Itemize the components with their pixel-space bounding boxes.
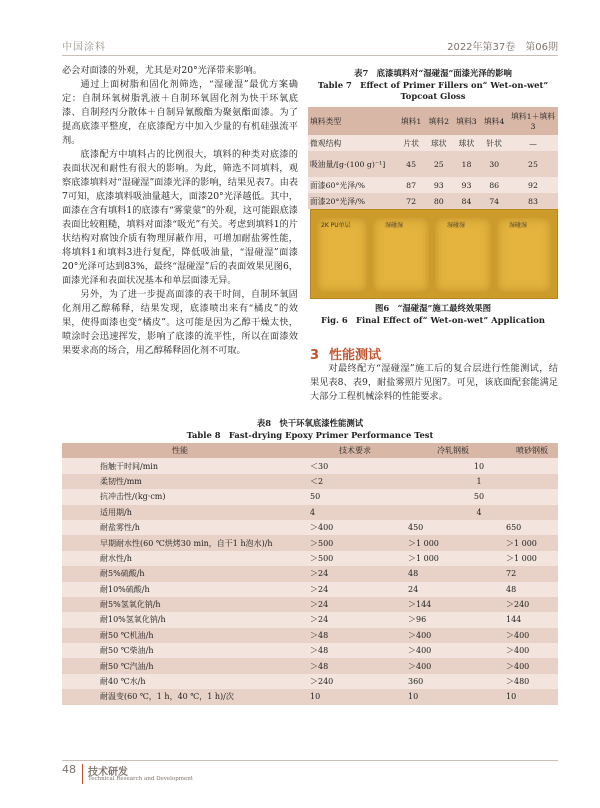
table-cell: 耐水性/h — [62, 551, 298, 566]
table-header-cell: 冷轧钢板 — [400, 443, 498, 458]
table-cell: 耐10%氢氧化钠/h — [62, 612, 298, 627]
footer-divider — [62, 760, 558, 761]
table-cell: 耐40 ℃水/h — [62, 674, 298, 689]
table-cell: 48 — [400, 566, 498, 581]
table-cell: 25 — [508, 151, 558, 177]
table-cell: ＞240 — [298, 674, 400, 689]
panel-label: 湿碰湿 — [509, 222, 528, 229]
table-cell: 24 — [400, 582, 498, 597]
table-cell: ＞48 — [298, 628, 400, 643]
table-cell: 72 — [498, 566, 558, 581]
table-header-cell: 性能 — [62, 443, 298, 458]
table-cell: 耐盐雾性/h — [62, 520, 298, 535]
table-cell: 72 — [397, 193, 425, 209]
table-cell: 18 — [453, 151, 481, 177]
table7 — [308, 107, 558, 209]
table-row — [62, 489, 558, 504]
table-cell: ＞400 — [400, 643, 498, 658]
table7-caption-cn: 表7 底漆填料对“湿碰湿”面漆光泽的影响 — [354, 68, 512, 78]
table-cell: ＞400 — [298, 520, 400, 535]
table-header-cell: 喷砂钢板 — [498, 443, 558, 458]
table-cell: ＜2 — [298, 474, 400, 489]
table-cell: 适用期/h — [62, 505, 298, 520]
table-cell: ＞48 — [298, 643, 400, 658]
table-cell: 4 — [400, 505, 558, 520]
table-cell: 耐10%硫酸/h — [62, 582, 298, 597]
section3-paragraph: 对最终配方“湿碰湿”施工后的复合层进行性能测试，结果见表8、表9，耐盐雾照片见图7。可见，该底面配套能满足大部分工程机械涂料的性能要求。 — [310, 363, 558, 402]
table-cell: ＞48 — [298, 658, 400, 673]
table-row — [308, 151, 558, 177]
footer-accent-bar — [82, 764, 83, 784]
table-cell: 93 — [453, 177, 481, 193]
table-cell: ＞400 — [400, 628, 498, 643]
page-number: 48 — [62, 763, 76, 776]
table-header-cell: 填料3 — [453, 107, 481, 135]
table-cell: 吸油量/[g·(100 g)⁻¹] — [308, 151, 397, 177]
table-cell: 50 — [298, 489, 400, 504]
table-cell: 10 — [298, 689, 400, 704]
table-cell: 柔韧性/mm — [62, 474, 298, 489]
table-row — [62, 551, 558, 566]
table-cell: ＞1 000 — [498, 535, 558, 550]
table-row — [62, 643, 558, 658]
table-row — [62, 628, 558, 643]
table-cell: 84 — [453, 193, 481, 209]
table-cell: 360 — [400, 674, 498, 689]
table-cell: 针状 — [480, 135, 508, 151]
table-cell: 87 — [397, 177, 425, 193]
table-cell: 耐5%氢氧化钠/h — [62, 597, 298, 612]
sample-panel — [435, 218, 491, 292]
table-cell: 片状 — [397, 135, 425, 151]
section-number: 3 — [310, 348, 320, 363]
table-row — [62, 582, 558, 597]
table-cell: 93 — [425, 177, 453, 193]
table-header-cell: 填料2 — [425, 107, 453, 135]
footer-section-en: Technical Research and Development — [88, 776, 193, 782]
table-row — [62, 474, 558, 489]
left-text-column — [62, 64, 298, 358]
sample-panel — [497, 218, 551, 292]
table-cell: ＞400 — [498, 643, 558, 658]
table-row — [62, 458, 558, 473]
table-cell: 球状 — [425, 135, 453, 151]
table-cell: ＞1 000 — [400, 535, 498, 550]
table-cell: 50 — [400, 489, 558, 504]
paragraph: 必会对面漆的外观，尤其是对20°光泽带来影响。 — [62, 65, 263, 76]
table-cell: ＞1 000 — [498, 551, 558, 566]
figure6-photo — [310, 209, 558, 299]
table-cell: 10 — [498, 689, 558, 704]
paragraph: 另外，为了进一步提高面漆的表干时间，自制环氧固化剂用乙醇稀释，结果发现，底漆喷出来有“橘皮”的效果，使得面漆也变“橘皮”。这可能是因为乙醇干燥太快，喷涂时会迅速挥发，影响了底漆的流平性，所以在面漆效果要求高的场合，用乙醇稀释固化剂不可取。 — [62, 289, 298, 356]
paragraph: 通过上面树脂和固化剂筛选，“湿碰湿”最优方案确定：自制环氧树脂乳液＋自制环氧固化剂为快干环氧底漆、自制羟丙分散体＋自制异氰酸酯为聚氨酯面漆。为了提高底漆平整度，在底漆配方中加入少量的有机硅强流平剂。 — [62, 79, 298, 146]
table-row — [308, 177, 558, 193]
table-cell: 耐50 ℃柴油/h — [62, 643, 298, 658]
table-cell: 45 — [397, 151, 425, 177]
table-cell: ＜30 — [298, 458, 400, 473]
table-cell: ＞400 — [400, 658, 498, 673]
table-cell: 25 — [425, 151, 453, 177]
table-cell: 4 — [298, 505, 400, 520]
table8-caption-cn: 表8 快干环氧底漆性能测试 — [256, 418, 364, 428]
table-cell: 86 — [480, 177, 508, 193]
table-cell: 早期耐水性(60 ℃烘烤30 min，自干1 h泡水)/h — [62, 535, 298, 550]
table8 — [62, 443, 558, 705]
table-cell: 耐50 ℃汽油/h — [62, 658, 298, 673]
table-row — [62, 612, 558, 627]
table-cell: 650 — [498, 520, 558, 535]
table-row — [62, 689, 558, 704]
table-cell: 10 — [400, 458, 558, 473]
section-heading — [310, 344, 391, 363]
table-cell: 450 — [400, 520, 498, 535]
journal-name: 中国涂料 — [62, 42, 106, 53]
table-cell: ＞400 — [498, 658, 558, 673]
table-cell: ＞24 — [298, 597, 400, 612]
table-header-cell: 填料1 — [397, 107, 425, 135]
section-title: 性能测试 — [329, 348, 382, 363]
table-cell: 10 — [400, 689, 498, 704]
table-header-cell: 技术要求 — [298, 443, 400, 458]
table-cell: 指触干时间/min — [62, 458, 298, 473]
table-header-row — [62, 443, 558, 458]
table-row — [62, 520, 558, 535]
issue-info: 2022年第37卷 第06期 — [447, 42, 558, 53]
table-cell: 耐温变(60 ℃，1 h，40 ℃，1 h)/次 — [62, 689, 298, 704]
table-cell: ＞400 — [498, 628, 558, 643]
panel-label: 2K PU单层 — [321, 222, 351, 229]
panel-label: 湿碰湿 — [447, 222, 466, 229]
table-cell: 耐5%硫酸/h — [62, 566, 298, 581]
table-cell: ＞480 — [498, 674, 558, 689]
paragraph: 底漆配方中填料占的比例很大，填料的种类对底漆的表面状况和耐性有很大的影响。为此，筛选不同填料，观察底漆填料对“湿碰湿”面漆光泽的影响，结果见表7。由表7可知，底漆填料吸油量越大，面漆20°光泽越低。其中，面漆在含有填料1的底漆有“雾蒙蒙”的外观，这可能跟底漆表面比较粗糙，填料对面漆“吸光”有关。考虑到填料1的片状结构对腐蚀介质有物理屏蔽作用，可增加耐盐雾性能，将填料1和填料3进行复配，降低吸油量，“湿碰湿”面漆20°光泽可达到83%，最终“湿碰湿”后的表面效果见图6，面漆光泽和表面状况基本和单层面漆无异。 — [62, 149, 298, 286]
table-cell: 微观结构 — [308, 135, 397, 151]
table-row — [62, 566, 558, 581]
table-cell: ＞24 — [298, 566, 400, 581]
table-cell: 74 — [480, 193, 508, 209]
table-cell: — — [508, 135, 558, 151]
table-header-row — [308, 107, 558, 135]
panel-label: 湿碰湿 — [385, 222, 404, 229]
table-row — [308, 135, 558, 151]
table-cell: ＞1 000 — [400, 551, 498, 566]
sample-panel — [373, 218, 429, 292]
table-header-cell: 填料4 — [480, 107, 508, 135]
table-cell: ＞500 — [298, 551, 400, 566]
table-row — [62, 658, 558, 673]
table-header-cell: 填料类型 — [308, 107, 397, 135]
table-row — [308, 193, 558, 209]
table-cell: 30 — [480, 151, 508, 177]
table-cell: 球状 — [453, 135, 481, 151]
table-cell: 1 — [400, 474, 558, 489]
table-cell: 面漆60°光泽/% — [308, 177, 397, 193]
table-cell: 92 — [508, 177, 558, 193]
sample-panel — [317, 218, 367, 292]
table-cell: ＞24 — [298, 612, 400, 627]
header-divider — [62, 55, 558, 56]
table-cell: 83 — [508, 193, 558, 209]
table-row — [62, 597, 558, 612]
table-cell: ＞96 — [400, 612, 498, 627]
footer-section-cn: 技术研发 — [88, 767, 128, 778]
table8-caption-en: Table 8 Fast-drying Epoxy Primer Performance Test — [186, 430, 434, 440]
table-header-cell: 填料1＋填料3 — [508, 107, 558, 135]
table-cell: 144 — [498, 612, 558, 627]
table-cell: ＞240 — [498, 597, 558, 612]
table-cell: 48 — [498, 582, 558, 597]
table-row — [62, 505, 558, 520]
table-cell: ＞500 — [298, 535, 400, 550]
table-cell: 耐50 ℃机油/h — [62, 628, 298, 643]
table-cell: 抗冲击性/(kg·cm) — [62, 489, 298, 504]
table-cell: 面漆20°光泽/% — [308, 193, 397, 209]
table-cell: ＞24 — [298, 582, 400, 597]
table-cell: 80 — [425, 193, 453, 209]
table7-caption-en: Table 7 Effect of Primer Fillers on“ Wet-on-wet” Topcoat Gloss — [317, 80, 549, 101]
figure6-caption-en: Fig. 6 Final Effect of“ Wet-on-wet” Application — [321, 315, 545, 325]
table-cell: ＞144 — [400, 597, 498, 612]
table-row — [62, 535, 558, 550]
figure6-caption-cn: 图6 “湿碰湿”施工最终效果图 — [375, 303, 491, 313]
table-row — [62, 674, 558, 689]
